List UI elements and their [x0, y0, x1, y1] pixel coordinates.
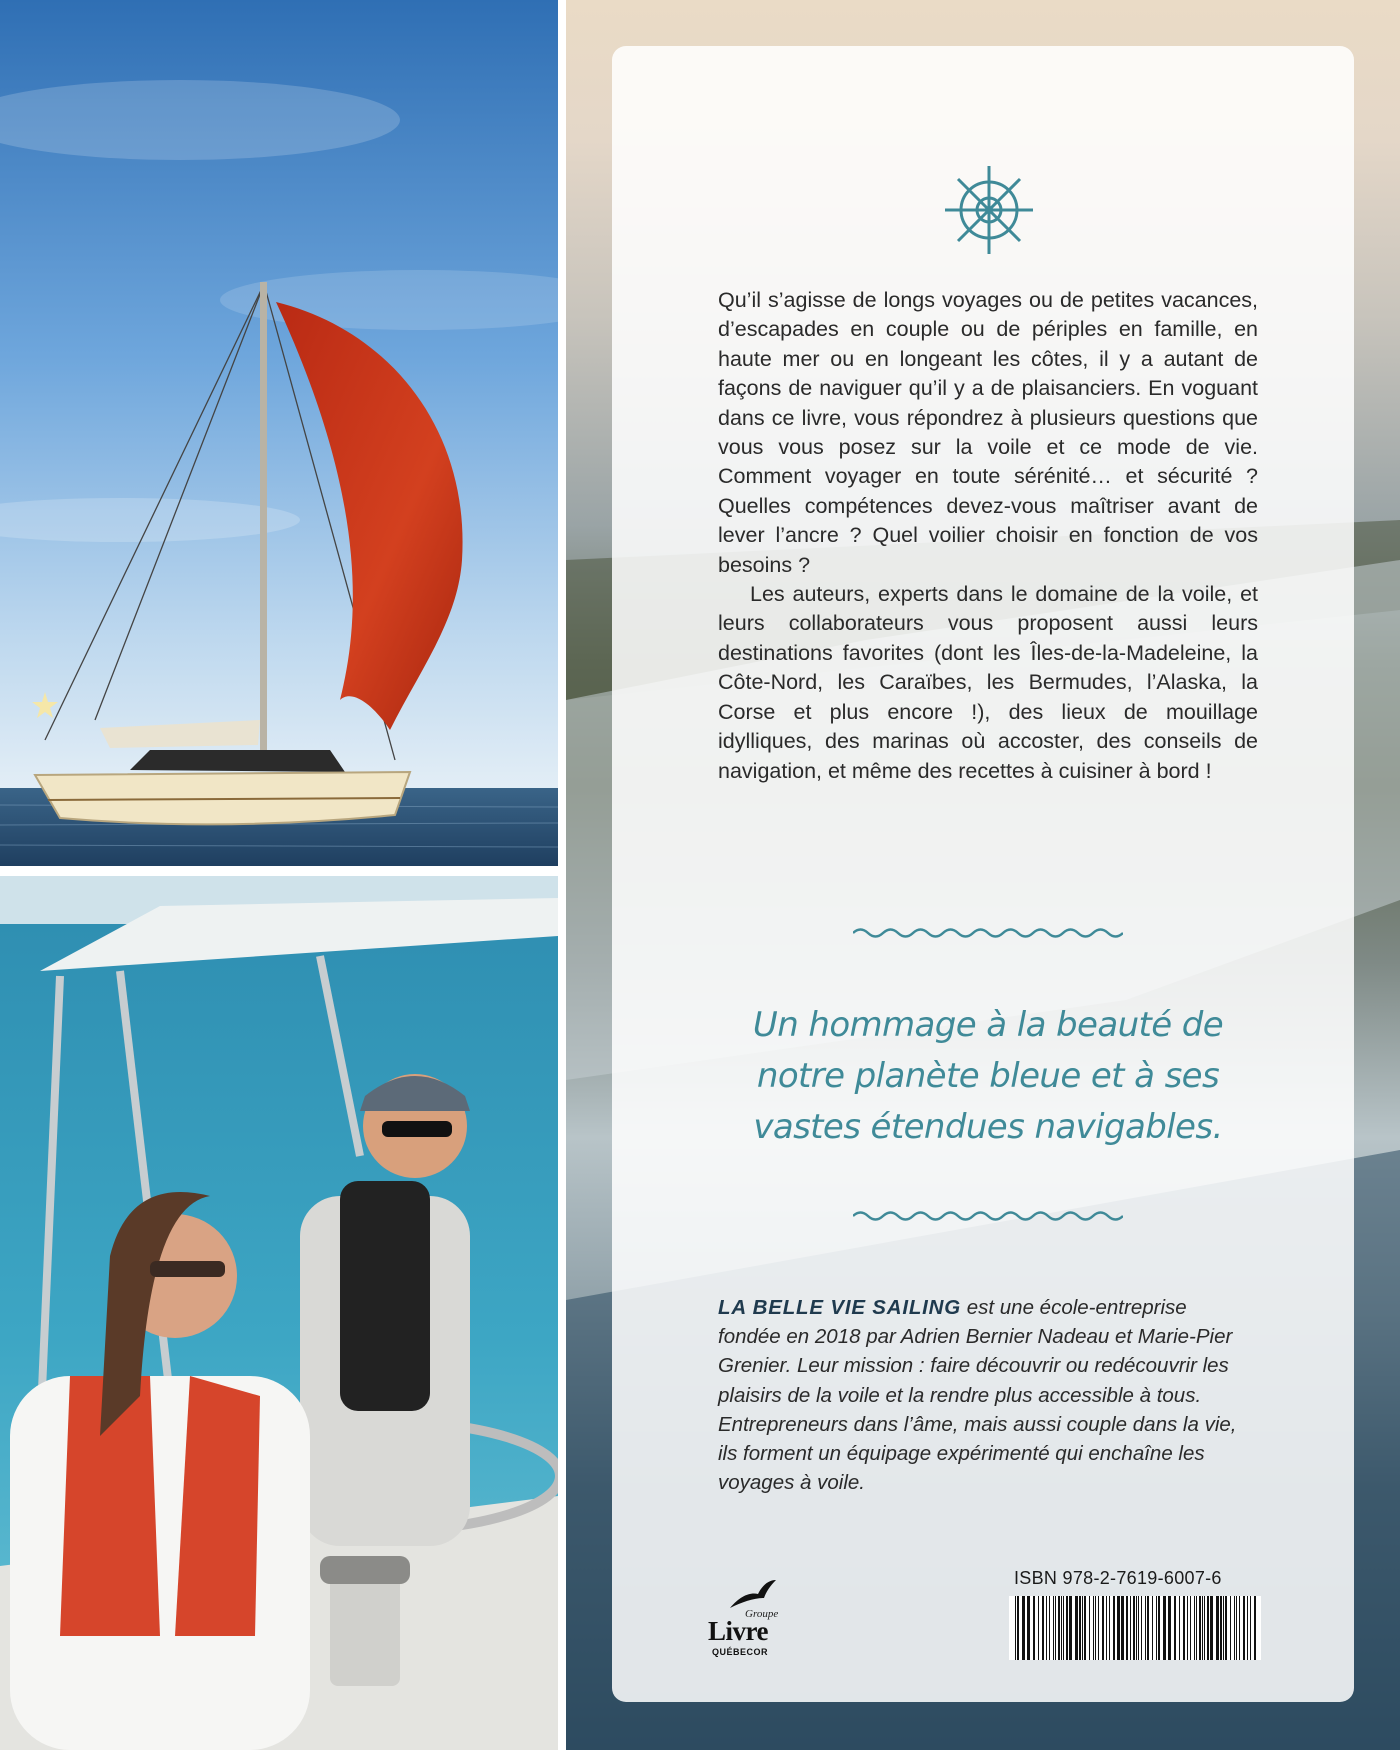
logo-quebecor-text: QUÉBECOR — [712, 1647, 769, 1657]
barcode-bar — [1066, 1596, 1068, 1660]
barcode-bar — [1061, 1596, 1062, 1660]
barcode-bar — [1207, 1596, 1209, 1660]
barcode-bar — [1084, 1596, 1086, 1660]
barcode-bar — [1042, 1596, 1044, 1660]
brand-name: LA BELLE VIE SAILING — [718, 1296, 962, 1319]
barcode-bar — [1223, 1596, 1224, 1660]
barcode-bar — [1230, 1596, 1231, 1660]
barcode-bar — [1196, 1596, 1197, 1660]
barcode-bar — [1027, 1596, 1030, 1660]
barcode-bar — [1220, 1596, 1222, 1660]
barcode-bar — [1022, 1596, 1025, 1660]
barcode-bar — [1130, 1596, 1131, 1660]
barcode-bar — [1156, 1596, 1157, 1660]
logo-groupe-text: Groupe — [745, 1608, 779, 1620]
barcode-bar — [1082, 1596, 1083, 1660]
barcode-bar — [1126, 1596, 1128, 1660]
barcode-bar — [1254, 1596, 1256, 1660]
barcode-bar — [1058, 1596, 1060, 1660]
barcode-bar — [1183, 1596, 1185, 1660]
barcode — [1009, 1596, 1261, 1660]
sailboat-photo — [0, 0, 558, 866]
barcode-bar — [1063, 1596, 1064, 1660]
sailing-couple-photo — [0, 876, 558, 1750]
barcode-bar — [1109, 1596, 1110, 1660]
barcode-bar — [1247, 1596, 1248, 1660]
wave-divider-icon — [853, 924, 1123, 942]
barcode-bar — [1158, 1596, 1160, 1660]
barcode-bar — [1234, 1596, 1235, 1660]
barcode-bar — [1168, 1596, 1171, 1660]
barcode-bar — [1210, 1596, 1213, 1660]
barcode-bar — [1239, 1596, 1240, 1660]
barcode-bar — [1079, 1596, 1081, 1660]
logo-livre-text: Livre — [708, 1616, 768, 1646]
barcode-bar — [1133, 1596, 1135, 1660]
barcode-bar — [1202, 1596, 1203, 1660]
barcode-bar — [1174, 1596, 1176, 1660]
author-bio-text: est une école-entreprise fondée en 2018 par Adrien Bernier Nadeau et Marie-Pier Grenier. Leur mission : faire découvrir ou redécouvrir les plaisirs de la voile et la rendre plus accessible à tous. Entrepreneurs dans l’âme, mais aussi couple dans la vie, ils forment un équipage expérimenté qui enchaîne les voyages à voile. — [718, 1296, 1237, 1495]
bird-logo-icon — [728, 1578, 778, 1612]
barcode-bar — [1199, 1596, 1201, 1660]
barcode-bar — [1145, 1596, 1146, 1660]
barcode-bar — [1046, 1596, 1047, 1660]
publisher-logo — [700, 1578, 800, 1658]
barcode-bar — [1141, 1596, 1142, 1660]
barcode-bar — [1049, 1596, 1050, 1660]
barcode-bar — [1236, 1596, 1237, 1660]
barcode-bar — [1163, 1596, 1166, 1660]
barcode-bar — [1106, 1596, 1107, 1660]
isbn-label: ISBN 978-2-7619-6007-6 — [1014, 1568, 1222, 1588]
barcode-bar — [1147, 1596, 1149, 1660]
barcode-bar — [1152, 1596, 1153, 1660]
barcode-bar — [1225, 1596, 1227, 1660]
barcode-bar — [1243, 1596, 1245, 1660]
barcode-bar — [1033, 1596, 1035, 1660]
barcode-bar — [1136, 1596, 1137, 1660]
wave-divider-icon — [853, 1207, 1123, 1225]
barcode-bar — [1095, 1596, 1096, 1660]
barcode-bar — [1216, 1596, 1219, 1660]
barcode-bar — [1069, 1596, 1072, 1660]
barcode-bar — [1055, 1596, 1056, 1660]
barcode-bar — [1113, 1596, 1115, 1660]
barcode-bar — [1138, 1596, 1139, 1660]
barcode-bar — [1075, 1596, 1078, 1660]
book-description — [718, 286, 1258, 786]
ship-wheel-icon — [941, 162, 1037, 258]
barcode-bar — [1194, 1596, 1195, 1660]
barcode-bar — [1053, 1596, 1054, 1660]
barcode-bar — [1250, 1596, 1251, 1660]
barcode-bar — [1179, 1596, 1180, 1660]
barcode-bar — [1187, 1596, 1188, 1660]
author-bio — [718, 1293, 1248, 1497]
barcode-bar — [1093, 1596, 1094, 1660]
description-paragraph-2: Les auteurs, experts dans le domaine de la voile, et leurs collaborateurs vous proposent aussi leurs destinations favorites (dont les Îles-de-la-Madeleine, la Côte-Nord, les Caraïbes, les Bermudes, l’Alaska, la Corse et plus encore !), des lieux de mouillage idylliques, des marinas où accoster, des conseils de navigation, et même des recettes à cuisiner à bord ! — [718, 582, 1258, 783]
description-paragraph-1: Qu’il s’agisse de longs voyages ou de petites vacances, d’escapades en couple ou de périples en famille, en haute mer ou en longeant les côtes, il y a autant de façons de naviguer qu’il y a de plaisanciers. En voguant dans ce livre, vous répondrez à plusieurs questions que vous vous posez sur la voile et ce mode de vie. Comment voyager en toute sérénité… et sécurité ? Quelles compétences devez-vous maîtriser avant de lever l’ancre ? Quel voilier choisir en fonction de vos besoins ? — [718, 288, 1258, 577]
barcode-bar — [1089, 1596, 1090, 1660]
barcode-bar — [1121, 1596, 1124, 1660]
barcode-bar — [1015, 1596, 1016, 1660]
barcode-bar — [1204, 1596, 1205, 1660]
barcode-bar — [1117, 1596, 1120, 1660]
barcode-bar — [1098, 1596, 1099, 1660]
barcode-bar — [1038, 1596, 1039, 1660]
barcode-bar — [1102, 1596, 1104, 1660]
tagline: Un hommage à la beauté de notre planète bleue et à ses vastes étendues navigables. — [752, 1005, 1224, 1147]
barcode-bar — [1190, 1596, 1191, 1660]
barcode-bar — [1017, 1596, 1019, 1660]
